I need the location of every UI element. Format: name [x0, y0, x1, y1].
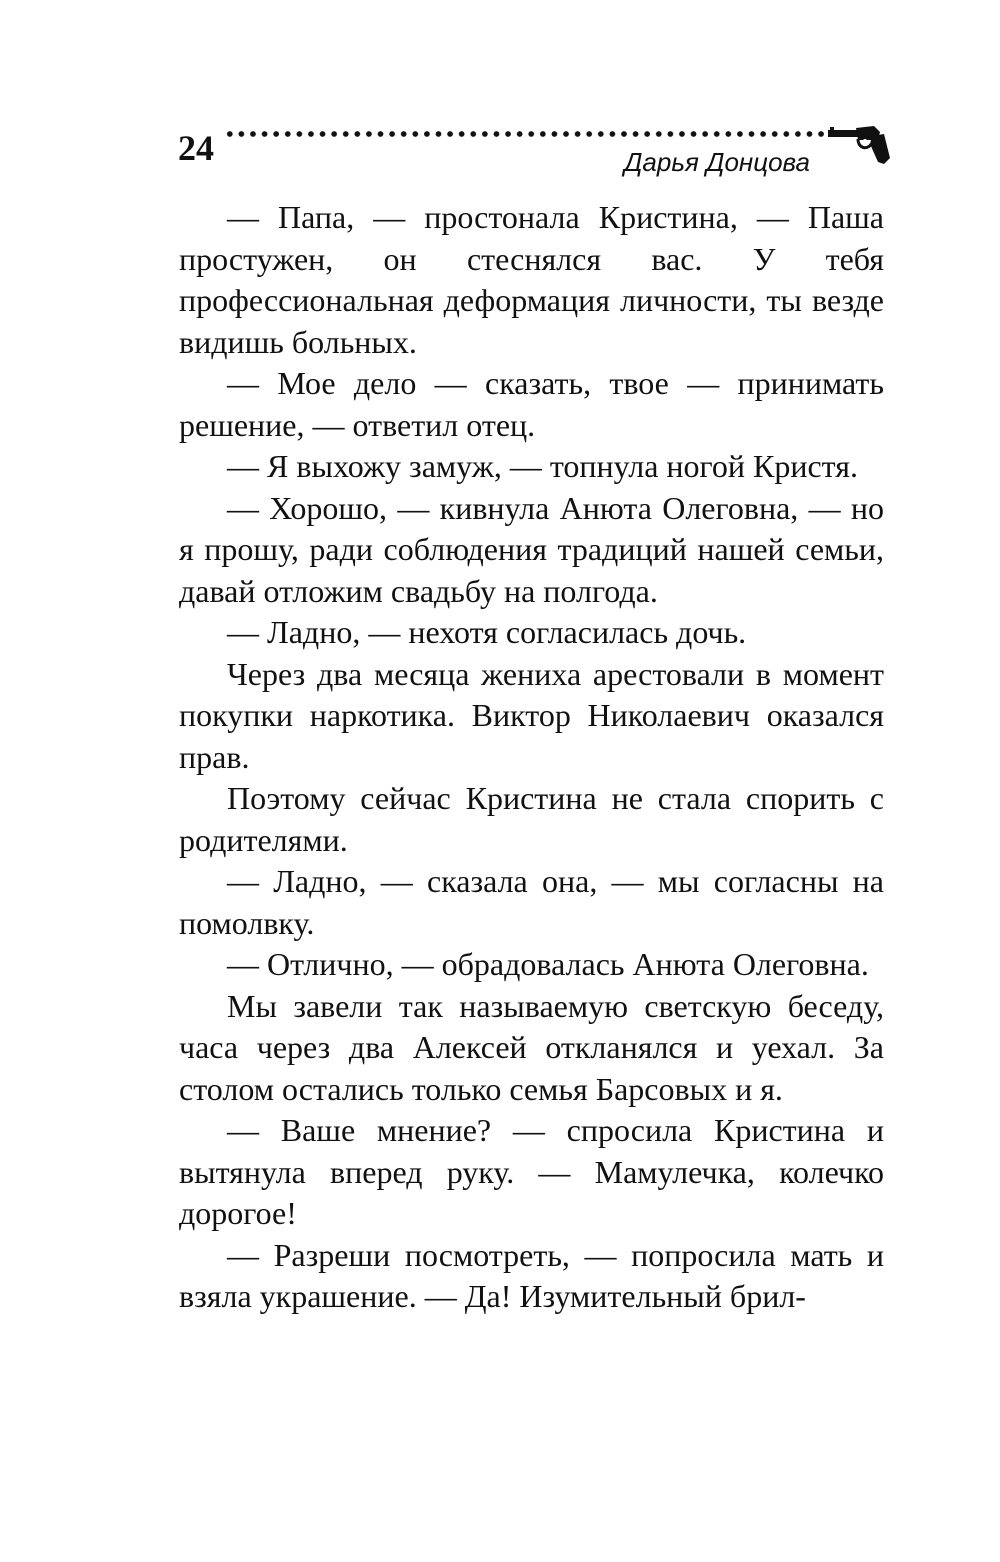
body-text — [179, 197, 884, 1318]
paragraph: — Хорошо, — кивнула Анюта Олеговна, — но я прошу, ради соблюдения традиций нашей семьи, давай отложим свадьбу на полгода. — [179, 489, 884, 609]
paragraph: — Я выхожу замуж, — топнула ногой Кристя. — [227, 448, 858, 484]
running-header — [178, 118, 890, 188]
paragraph: — Отлично, — обрадовалась Анюта Олеговна. — [227, 946, 869, 982]
paragraph: — Мое дело — сказать, твое — принимать решение, — ответил отец. — [179, 365, 884, 443]
paragraph: — Ваше мнение? — спросила Кристина и вытянула вперед руку. — Мамулечка, колечко дорогое! — [179, 1112, 884, 1231]
paragraph: Мы завели так называемую светскую беседу, часа через два Алексей откланялся и уехал. За столом остались только семья Барсовых и я. — [179, 987, 884, 1107]
page-number: 24 — [178, 128, 214, 168]
paragraph: — Разреши посмотреть, — попросила мать и взяла украшение. — Да! Изумительный брил- — [179, 1236, 884, 1314]
author-name: Дарья Донцова — [624, 147, 810, 177]
paragraph: Через два месяца жениха арестовали в момент покупки наркотика. Виктор Николаевич оказался прав. — [179, 655, 884, 775]
dotted-leader — [224, 130, 826, 138]
revolver-icon — [828, 122, 890, 166]
paragraph: — Ладно, — сказала она, — мы согласны на помолвку. — [179, 863, 884, 941]
paragraph: Поэтому сейчас Кристина не стала спорить с родителями. — [179, 780, 884, 858]
paragraph: — Папа, — простонала Кристина, — Паша простужен, он стеснялся вас. У тебя профессиональная деформация личности, ты везде видишь больных. — [179, 199, 884, 360]
paragraph: — Ладно, — нехотя согласилась дочь. — [227, 614, 747, 650]
